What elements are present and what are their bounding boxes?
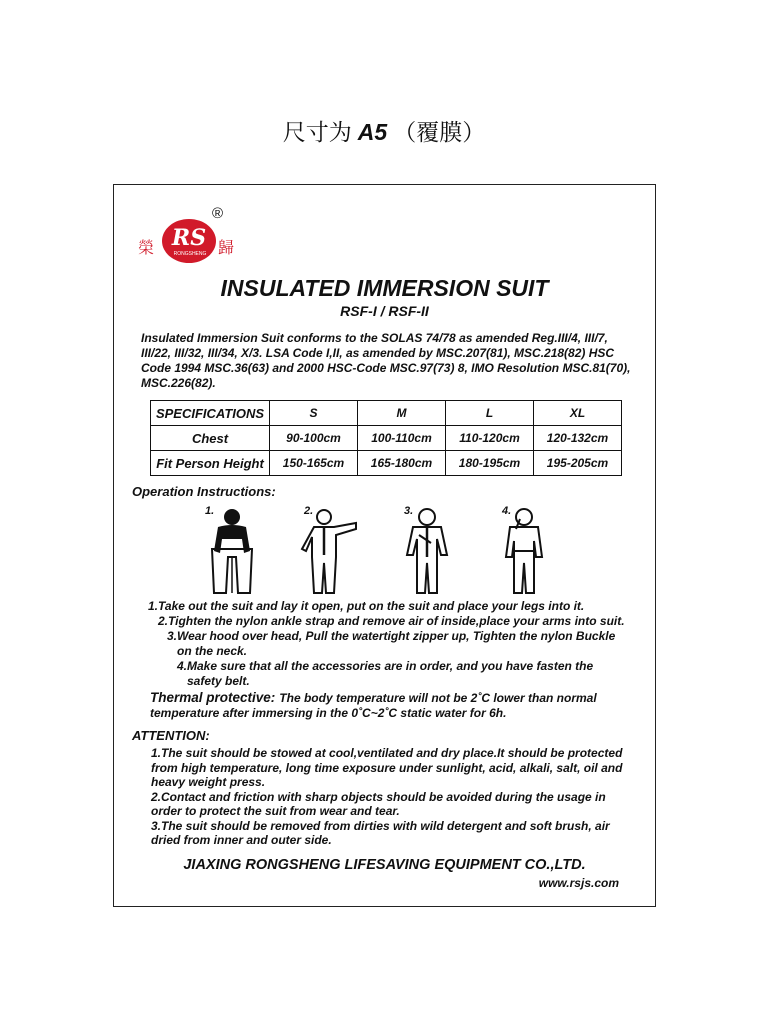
spec-header-cell: S (270, 401, 358, 426)
spec-cell: 110-120cm (446, 426, 534, 451)
step-4-figure-icon (494, 507, 554, 597)
size-note-suffix: （覆膜） (393, 119, 486, 145)
size-note-size: A5 (357, 119, 388, 145)
spec-table (150, 400, 622, 476)
logo-mark: RS (171, 225, 207, 251)
attention-line: order to protect the suit from wear and tear. (151, 804, 400, 818)
attention-line: 2.Contact and friction with sharp objects should be avoided during the usage in (151, 789, 606, 804)
table-row (151, 451, 622, 476)
thermal-protective (150, 690, 650, 721)
table-row (151, 426, 622, 451)
intro-line: Insulated Immersion Suit conforms to the SOLAS 74/78 as amended Reg.III/4, III/7, (141, 331, 608, 345)
operation-title: Operation Instructions: (132, 484, 276, 499)
spec-cell: 100-110cm (358, 426, 446, 451)
intro-line: MSC.226(82). (141, 376, 216, 390)
intro-text (141, 331, 636, 391)
attention-line: 1.The suit should be stowed at cool,ventilated and dry place.It should be protected (151, 746, 623, 760)
spec-header-cell: SPECIFICATIONS (151, 401, 270, 426)
instruction-step: 3.Wear hood over head, Pull the watertight zipper up, Tighten the nylon Buckle (167, 629, 616, 643)
product-label (113, 184, 656, 907)
logo-left-char: 榮 (138, 240, 155, 257)
logo-sub: RONGSHENG (173, 251, 207, 257)
spec-cell: 120-132cm (534, 426, 622, 451)
thermal-text-line2: temperature after immersing in the 0˚C~2˚C static water for 6h. (150, 706, 507, 720)
attention-line: from high temperature, long time exposure under sunlight, acid, alkali, salt, oil and (151, 760, 623, 775)
attention-list (151, 746, 631, 848)
logo-right-char: 歸 (218, 240, 235, 257)
registered-mark: ® (212, 205, 224, 222)
spec-cell: Fit Person Height (151, 451, 270, 476)
figure-number: 1. (205, 505, 215, 517)
product-model: RSF-I / RSF-II (340, 303, 429, 319)
instruction-step: 1.Take out the suit and lay it open, put on the suit and place your legs into it. (148, 599, 585, 613)
instruction-step: 4.Make sure that all the accessories are in order, and you have fasten the (177, 659, 594, 673)
intro-line: III/22, III/32, III/34, X/3. LSA Code I,II, as amended by MSC.207(81), MSC.218(82) HSC (141, 346, 615, 360)
step-2-figure-icon (300, 507, 360, 597)
instruction-step: 2.Tighten the nylon ankle strap and remove air of inside,place your arms into suit. (158, 614, 625, 628)
thermal-text-line1: The body temperature will not be 2˚C lower than normal (279, 691, 597, 705)
instruction-step: safety belt. (187, 674, 250, 688)
instruction-steps (148, 599, 648, 689)
thermal-label: Thermal protective: (150, 690, 276, 705)
spec-cell: Chest (151, 426, 270, 451)
attention-line: heavy weight press. (151, 775, 266, 789)
spec-cell: 150-165cm (270, 451, 358, 476)
step-1-figure-icon (202, 507, 262, 597)
step-3-figure-icon (397, 507, 457, 597)
figure-number: 4. (502, 505, 512, 517)
spec-cell: 90-100cm (270, 426, 358, 451)
instruction-step: on the neck. (177, 644, 248, 658)
spec-header-cell: M (358, 401, 446, 426)
spec-header-row (151, 401, 622, 426)
figure-number: 2. (304, 505, 314, 517)
attention-line: dried from inner and outer side. (151, 833, 332, 847)
product-title: INSULATED IMMERSION SUIT (220, 275, 549, 301)
spec-header-cell: XL (534, 401, 622, 426)
website: www.rsjs.com (538, 876, 619, 890)
size-note (0, 114, 768, 147)
company-name: JIAXING RONGSHENG LIFESAVING EQUIPMENT CO.,LTD. (183, 857, 586, 873)
intro-line: Code 1994 MSC.36(63) and 2000 HSC-Code MSC.97(73) 8, IMO Resolution MSC.81(70), (141, 361, 631, 375)
spec-cell: 165-180cm (358, 451, 446, 476)
attention-title: ATTENTION: (132, 728, 210, 743)
figure-number: 3. (404, 505, 414, 517)
size-note-prefix: 尺寸为 (282, 119, 352, 145)
spec-cell: 195-205cm (534, 451, 622, 476)
spec-header-cell: L (446, 401, 534, 426)
spec-cell: 180-195cm (446, 451, 534, 476)
attention-line: 3.The suit should be removed from dirties with wild detergent and soft brush, air (151, 818, 610, 833)
